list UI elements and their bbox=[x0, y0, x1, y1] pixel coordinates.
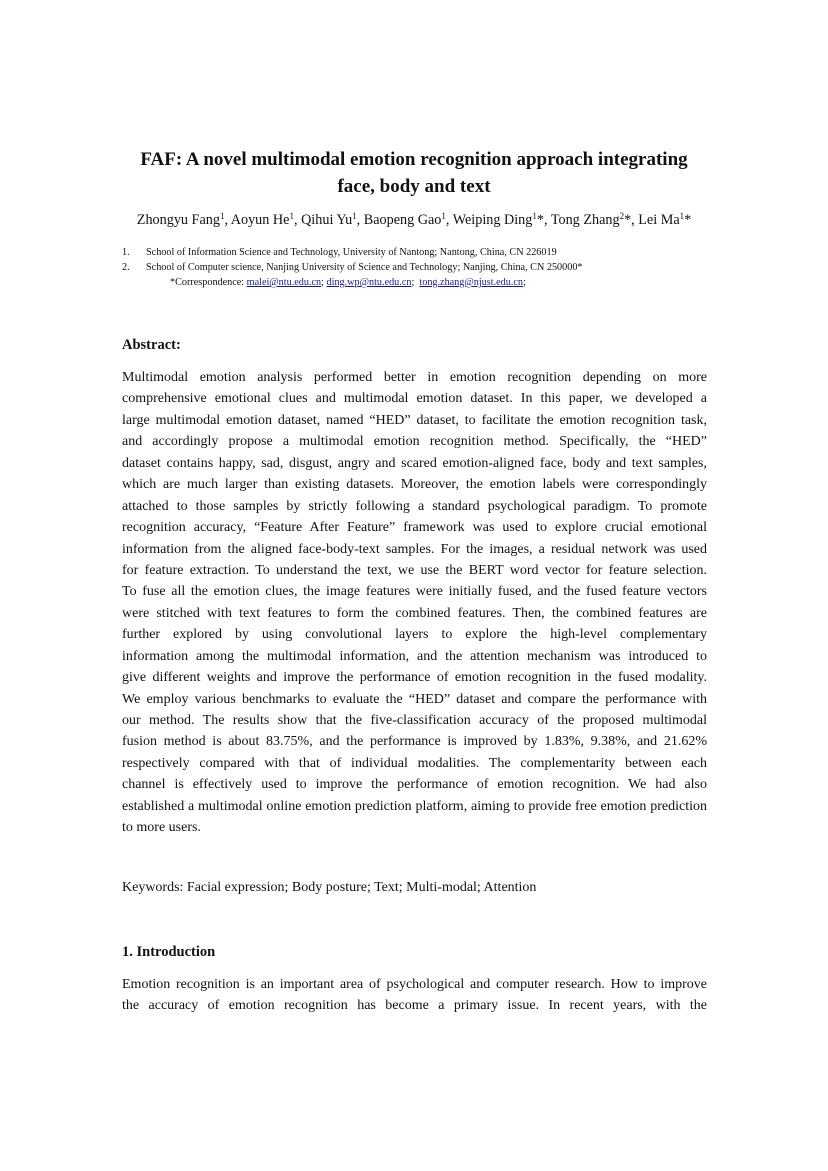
abstract-line: and accordingly propose a multimodal emotion recognition method. Specifically, the “HED” bbox=[122, 434, 707, 450]
introduction-line: the accuracy of emotion recognition has become a primary issue. In recent years, with the bbox=[122, 998, 707, 1014]
affiliation-text: School of Computer science, Nanjing University of Science and Technology; Nanjing, China, CN 250000* bbox=[146, 262, 583, 273]
introduction-line: Emotion recognition is an important area of psychological and computer research. How to improve bbox=[122, 977, 707, 992]
author: Zhongyu Fang$^1$, bbox=[136, 211, 231, 228]
abstract-line: dataset contains happy, sad, disgust, angry and scared emotion-aligned face, body and text samples, bbox=[122, 455, 707, 471]
abstract-line: give different weights and improve the performance of emotion recognition in the fused modality. bbox=[122, 670, 707, 686]
affiliation-item bbox=[122, 245, 742, 260]
abstract-line: were stitched with text features to form the combined features. Then, the combined features are bbox=[122, 605, 707, 621]
abstract-line: comprehensive emotional clues and multimodal emotion dataset. In this paper, we developed a bbox=[122, 391, 707, 407]
affiliation-text: School of Information Science and Technology, University of Nantong; Nantong, China, CN 226019 bbox=[146, 247, 557, 258]
abstract-body bbox=[122, 367, 707, 839]
abstract-line: fusion method is about 83.75%, and the performance is improved by 1.83%, 9.38%, and 21.62% bbox=[122, 734, 707, 750]
author: Weiping Ding$^1$*, bbox=[452, 211, 551, 228]
author: Qihui Yu$^1$, bbox=[301, 211, 364, 228]
email-link[interactable]: tong.zhang@njust.edu.cn bbox=[419, 277, 523, 288]
abstract-line: channel is effectively used to improve the performance of emotion recognition. We had also bbox=[122, 777, 707, 793]
email-link[interactable]: ding.wp@ntu.edu.cn bbox=[326, 277, 412, 288]
abstract-line: which are much larger than existing datasets. Moreover, the emotion labels were correspondingly bbox=[122, 477, 707, 493]
author: Aoyun He$^1$, bbox=[230, 211, 302, 228]
abstract-line: Multimodal emotion analysis performed better in emotion recognition depending on more bbox=[122, 370, 707, 385]
title-line: FAF: A novel multimodal emotion recognition approach integrating bbox=[140, 149, 688, 170]
abstract-line: our method. The results show that the five-classification accuracy of the proposed multimodal bbox=[122, 713, 707, 728]
email-link[interactable]: malei@ntu.edu.cn bbox=[246, 277, 322, 288]
author: Lei Ma$^1$* bbox=[638, 211, 692, 228]
paper-title bbox=[60, 146, 768, 200]
section-heading-introduction: 1. Introduction bbox=[122, 944, 216, 960]
correspondence-label: *Correspondence: bbox=[170, 277, 247, 288]
abstract-line: established a multimodal online emotion prediction platform, aiming to provide free emotion prediction bbox=[122, 798, 707, 814]
author-list bbox=[60, 210, 768, 230]
keywords: Keywords: Facial expression; Body posture; Text; Multi-modal; Attention bbox=[122, 880, 537, 895]
abstract-line: information among the multimodal information, and the attention mechanism was introduced to bbox=[122, 648, 707, 664]
abstract-line: for feature extraction. To understand the text, we use the BERT word vector for feature selection. bbox=[122, 562, 707, 578]
author: Baopeng Gao$^1$, bbox=[363, 211, 453, 228]
abstract-line: To fuse all the emotion clues, the image features were initially fused, and the fused feature vectors bbox=[122, 584, 707, 600]
introduction-body bbox=[122, 974, 707, 1017]
abstract-line: recognition accuracy, “Feature After Feature” framework was used to explore crucial emotional bbox=[122, 520, 707, 536]
abstract-line: large multimodal emotion dataset, named “HED” dataset, to facilitate the emotion recognition task, bbox=[122, 412, 707, 428]
affiliations bbox=[122, 245, 742, 290]
abstract-line: We employ various benchmarks to evaluate the “HED” dataset and compare the performance with bbox=[122, 691, 707, 707]
affiliation-item bbox=[122, 260, 742, 275]
correspondence: *Correspondence: malei@ntu.edu.cn; ding.wp@ntu.edu.cn; tong.zhang@njust.edu.cn; bbox=[170, 277, 526, 288]
abstract-line: further explored by using convolutional layers to explore the high-level complementary bbox=[122, 627, 707, 643]
author: Tong Zhang$^2$*, bbox=[550, 211, 639, 228]
abstract-line: information from the aligned face-body-text samples. For the images, a residual network was used bbox=[122, 541, 707, 557]
affiliation-number: 1. bbox=[122, 247, 130, 258]
abstract-line: attached to those samples by strictly following a standard psychological paradigm. To promote bbox=[122, 498, 707, 514]
abstract-line: to more users. bbox=[122, 820, 201, 836]
affiliation-number: 2. bbox=[122, 262, 130, 273]
abstract-heading: Abstract: bbox=[122, 337, 181, 353]
abstract-line: respectively compared with that of individual modalities. The complementarity between each bbox=[122, 755, 707, 771]
title-line: face, body and text bbox=[337, 176, 491, 197]
